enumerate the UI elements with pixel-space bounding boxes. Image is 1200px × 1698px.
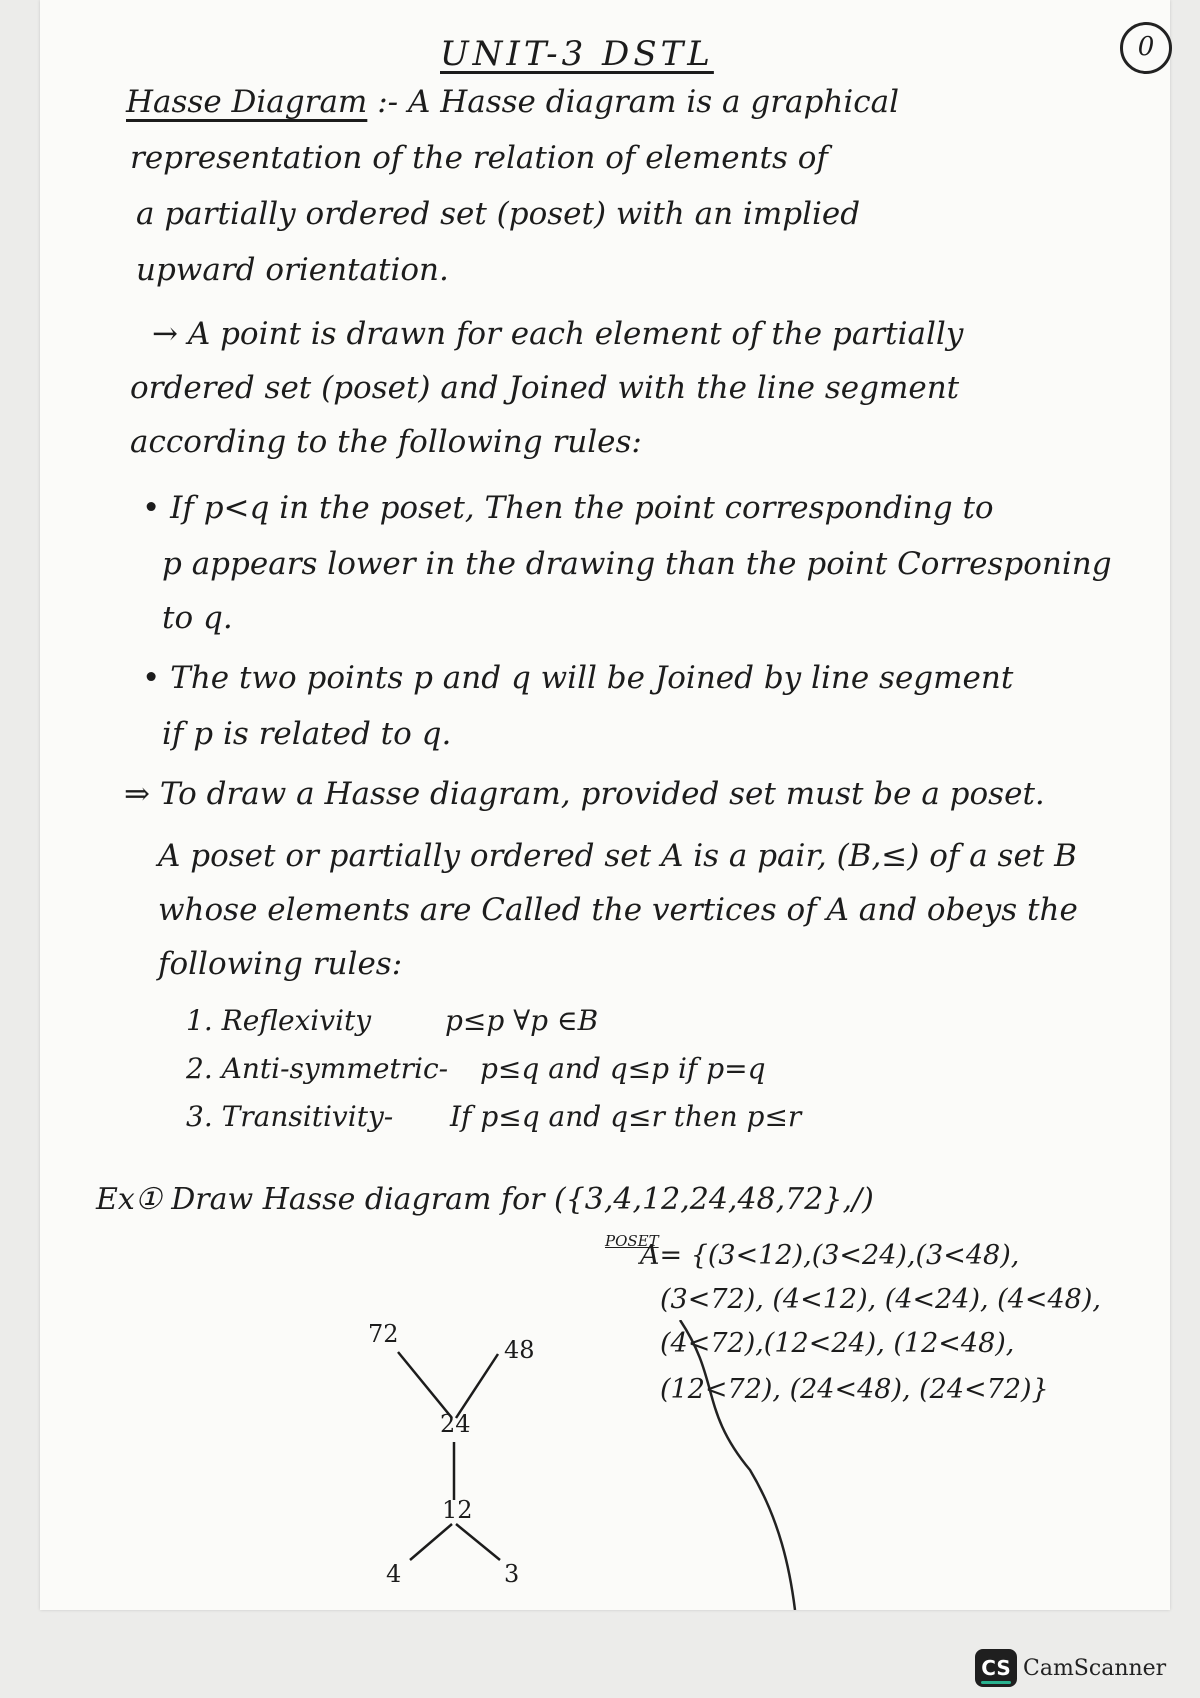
intro-line-4: upward orientation. — [136, 252, 449, 288]
poset-note-line-3: whose elements are Called the vertices of A and obeys the — [158, 892, 1078, 928]
hasse-diagram — [360, 1330, 580, 1590]
point-rule-line-3: according to the following rules: — [130, 424, 642, 460]
edge-4-12 — [410, 1524, 452, 1560]
hasse-diagram-term: Hasse Diagram — [126, 84, 368, 120]
relation-line-2: (3<72), (4<12), (4<24), (4<48), — [660, 1284, 1101, 1315]
rule-2-formula: p≤q and q≤p if p=q — [480, 1052, 766, 1085]
page-header — [440, 34, 714, 74]
node-3: 3 — [504, 1560, 520, 1588]
point-rule-line-2: ordered set (poset) and Joined with the line segment — [130, 370, 960, 406]
poset-note-line-4: following rules: — [158, 946, 403, 982]
bullet-2-line-2: if p is related to q. — [162, 716, 452, 752]
camscanner-logo: CS — [975, 1649, 1017, 1687]
divider-curve — [660, 1320, 840, 1610]
rule-1-name: 1. Reflexivity — [186, 1004, 372, 1037]
relation-line-1: A= {(3<12),(3<24),(3<48), — [640, 1240, 1020, 1271]
node-12: 12 — [442, 1496, 473, 1524]
point-rule-line-1: → A point is drawn for each element of the partially — [152, 316, 964, 352]
intro-line-3: a partially ordered set (poset) with an implied — [136, 196, 861, 232]
intro-line-1 — [126, 84, 899, 120]
poset-note-line-2: A poset or partially ordered set A is a pair, (B,≤) of a set B — [158, 838, 1077, 874]
notebook-page — [40, 0, 1170, 1610]
rule-2-name: 2. Anti-symmetric- — [186, 1052, 449, 1085]
poset-note-line-1: ⇒ To draw a Hasse diagram, provided set must be a poset. — [124, 776, 1045, 812]
node-24: 24 — [440, 1410, 471, 1438]
unit-title: UNIT-3 DSTL — [440, 34, 714, 74]
intro-text-1: :- A Hasse diagram is a graphical — [377, 84, 900, 120]
rule-1-formula: p≤p ∀p ∈B — [445, 1004, 599, 1037]
rule-3-name: 3. Transitivity- — [186, 1100, 394, 1133]
node-4: 4 — [386, 1560, 402, 1588]
relation-line-4: (12<72), (24<48), (24<72)} — [660, 1374, 1049, 1405]
node-48: 48 — [504, 1336, 535, 1364]
page-number: 0 — [1120, 22, 1172, 74]
intro-line-2: representation of the relation of elements of — [130, 140, 828, 176]
relation-line-3: (4<72),(12<24), (12<48), — [660, 1328, 1015, 1359]
rule-3-formula: If p≤q and q≤r then p≤r — [450, 1100, 802, 1133]
edge-24-48 — [456, 1354, 498, 1418]
node-72: 72 — [368, 1320, 399, 1348]
bullet-2-line-1: • The two points p and q will be Joined by line segment — [142, 660, 1014, 696]
edge-24-72 — [398, 1352, 452, 1418]
bullet-1-line-2: p appears lower in the drawing than the point Corresponing — [162, 546, 1112, 582]
bullet-1-line-3: to q. — [162, 600, 233, 636]
bullet-1-line-1: • If p<q in the poset, Then the point corresponding to — [142, 490, 994, 526]
camscanner-watermark — [975, 1648, 1166, 1688]
edge-3-12 — [456, 1524, 500, 1560]
camscanner-brand: CamScanner — [1023, 1655, 1167, 1681]
example-title: Ex① Draw Hasse diagram for ({3,4,12,24,48,72},/) — [96, 1182, 874, 1217]
poset-label: POSET — [605, 1232, 659, 1250]
